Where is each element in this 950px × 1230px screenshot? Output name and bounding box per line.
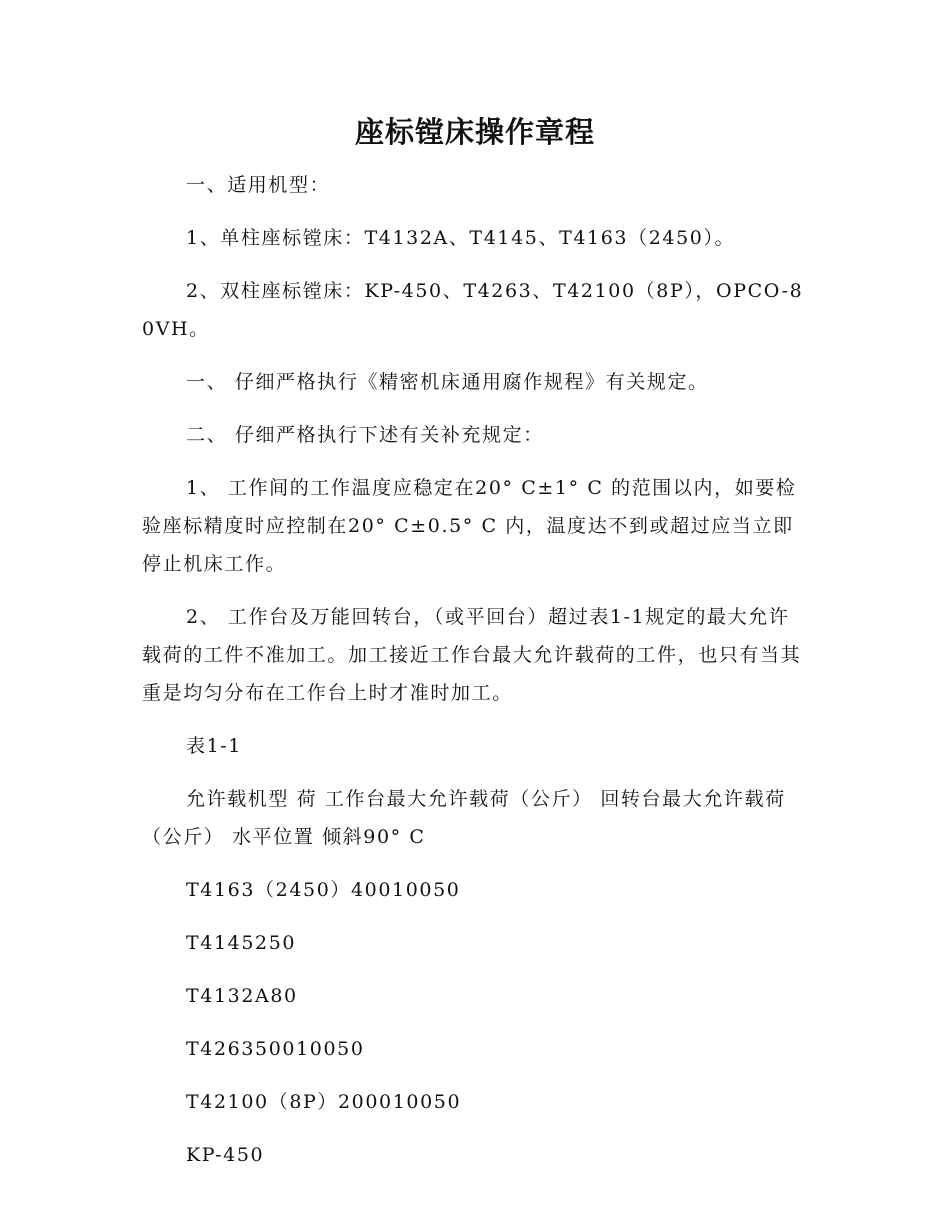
table-caption: 表1-1: [186, 735, 242, 757]
double-column-models: 2、双柱座标镗床：KP-450、T4263、T42100（8P），OPCO-80VH。: [142, 280, 804, 340]
document-title: 座标镗床操作章程: [354, 115, 595, 149]
section-applicable-models: 一、适用机型：: [186, 174, 331, 196]
table-row: T426350010050: [186, 1038, 365, 1060]
document-body: [142, 166, 810, 1189]
table-row: T42100（8P）200010050: [186, 1091, 462, 1113]
table-row: T4163（2450）40010050: [186, 879, 461, 901]
rule-load-limit: 2、 工作台及万能回转台，（或平回台）超过表1-1规定的最大允许载荷的工件不准加工。加工接近工作台最大允许载荷的工件，也只有当其重是均匀分布在工作台上时才准时加工。: [142, 606, 802, 704]
table-row: T4145250: [186, 932, 297, 954]
rule-general-regulations: 一、 仔细严格执行《精密机床通用腐作规程》有关规定。: [186, 371, 709, 393]
single-column-models: 1、单柱座标镗床：T4132A、T4145、T4163（2450）。: [186, 227, 736, 249]
rule-supplementary-regulations: 二、 仔细严格执行下述有关补充规定：: [186, 424, 544, 446]
table-row: KP-450: [186, 1144, 265, 1166]
rule-temperature: 1、 工作间的工作温度应稳定在20° C±1° C 的范围以内，如要检验座标精度时应控制在20° C±0.5° C 内，温度达不到或超过应当立即停止机床工作。: [142, 477, 797, 575]
table-row: T4132A80: [186, 985, 298, 1007]
table-header-row: 允许载机型 荷 工作台最大允许载荷（公斤） 回转台最大允许载荷（公斤） 水平位置 倾斜90° C: [142, 788, 786, 848]
